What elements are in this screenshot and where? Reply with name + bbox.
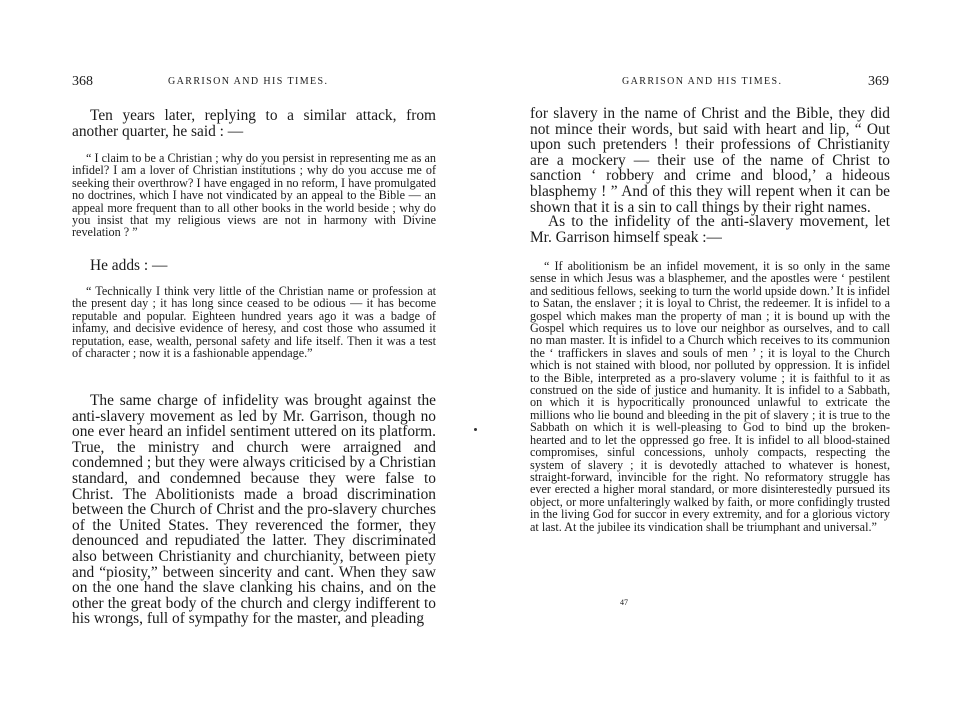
gutter-mark (474, 428, 477, 431)
text-block (72, 258, 436, 274)
text-block (72, 393, 436, 627)
block-quote: “ If abolitionism be an infidel movement, it is so only in the same sense in which Jesus was a blasphemer, and the apostles were ‘ pestilent and seditious fellows, seeking to turn the world upside down.’ It is infidel to Satan, the enslaver ; it is loyal to Christ, the redeemer. It is infidel to a gospel which makes man the property of man ; it is bound up with the Gospel which requires us to love our neighbor as ourselves, and to call no man master. It is infidel to a Church which receives to its communion the ‘ traffickers in slaves and souls of men ’ ; it is loyal to the Church which is not stained with blood, nor polluted by oppression. It is infidel to the Bible, interpreted as a pro-slavery volume ; it is faithful to it as construed on the side of justice and humanity. It is infidel to a Sabbath, on which it is hypocritically pronounced unlawful to extricate the millions who lie bound and bleeding in the pit of slavery ; it is true to the Sabbath on which it is well-pleasing to God to bind up the broken-hearted and to let the oppressed go free. It is infidel to all blood-stained compromises, sinful concessions, unholy compacts, respecting the system of slavery ; it is devotedly attached to whatever is honest, straight-forward, invincible for the right. No reformatory struggle has ever erected a higher moral standard, or more disinterestedly pursued its object, or more unfalteringly walked by faith, or more confidingly trusted in the living God for succor in every extremity, and for a glorious victory at last. At the jubilee its vindication shall be triumphant and universal.” (530, 259, 890, 534)
right-page (490, 0, 980, 707)
continued-paragraph: for slavery in the name of Christ and the Bible, they did not mince their words, but said with heart and lip, “ Out upon such pretenders ! their professions of Christianity are a mockery — their use of the name of Christ to sanction ‘ robbery and crime and blood,’ a hideous blasphemy ! ” And of this they will repent when it can be shown that it is a sin to call things by their right names. (530, 105, 890, 216)
block-quote: “ Technically I think very little of the Christian name or profession at the present day ; it has long since ceased to be odious — it has become reputable and popular. Eighteen hundred years ago it was a badge of infamy, and decisive evidence of heresy, and cost those who assumed it reputation, ease, wealth, personal safety and life itself. Then it was a test of character ; now it is a fashionable appendage.” (72, 284, 436, 361)
text-block (72, 108, 436, 139)
text-block (72, 152, 436, 239)
running-header: GARRISON AND HIS TIMES. (622, 76, 783, 87)
intro-paragraph: As to the infidelity of the anti-slavery movement, let Mr. Garrison himself speak :— (530, 213, 890, 246)
signature-mark: 47 (620, 598, 628, 607)
body-paragraph: The same charge of infidelity was brought against the anti-slavery movement as led by Mr. Garrison, though no one ever heard an infidel sentiment uttered on its platform. True, the ministry and church were arraigned and condemned ; but they were always criticised by a Christian standard, and condemned because they were false to Christ. The Abolitionists made a broad discrimination between the Church of Christ and the pro-slavery churches of the United States. They reverenced the former, they denounced and repudiated the latter. They discriminated also between Christianity and churchianity, between piety and “piosity,” between sincerity and cant. When they saw on the one hand the slave clanking his chains, and on the other the great body of the church and clergy indifferent to his wrongs, full of sympathy for the master, and pleading (72, 392, 436, 628)
text-block (530, 106, 890, 215)
block-quote: “ I claim to be a Christian ; why do you persist in representing me as an infidel? I am a lover of Christian institutions ; why do you accuse me of seeking their overthrow? I have engaged in no reform, I have promulgated no doctrines, which I have not vindicated by an appeal to the Bible — an appeal more frequent than to all other books in the world beside ; why do you insist that my religious views are not in harmony with Divine revelation ? ” (72, 151, 436, 240)
text-block (530, 260, 890, 533)
running-header: GARRISON AND HIS TIMES. (168, 76, 329, 87)
intro-paragraph: Ten years later, replying to a similar attack, from another quarter, he said : — (72, 107, 436, 140)
page-number: 369 (868, 74, 889, 89)
text-block (530, 214, 890, 245)
text-block (72, 285, 436, 359)
he-adds: He adds : — (90, 257, 168, 274)
page-number: 368 (72, 74, 93, 89)
